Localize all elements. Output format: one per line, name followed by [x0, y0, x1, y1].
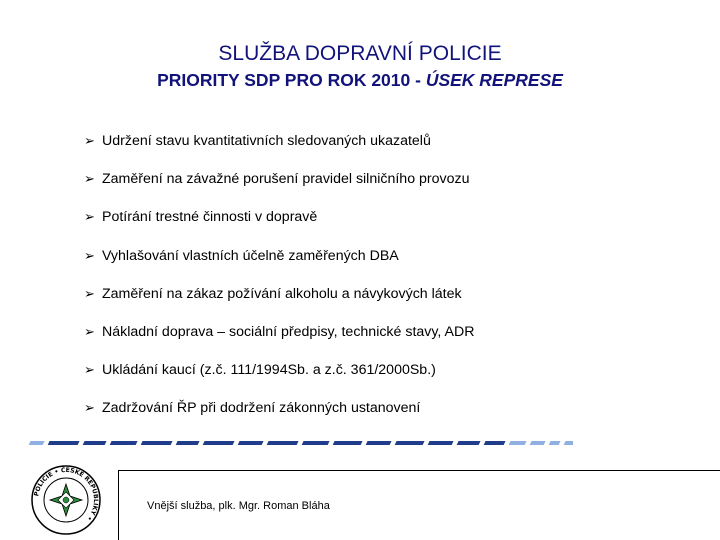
list-item-text: Zaměření na závažné porušení pravidel silničního provozu [102, 171, 470, 188]
list-item [84, 247, 474, 285]
list-item [84, 208, 474, 246]
list-item [84, 361, 474, 399]
list-item-text: Vyhlašování vlastních účelně zaměřených DBA [102, 247, 399, 264]
arrow-bullet-icon: ➢ [84, 133, 95, 148]
list-item [84, 170, 474, 208]
arrow-bullet-icon: ➢ [84, 362, 95, 378]
list-item-text: Zaměření na zákaz požívání alkoholu a návykových látek [102, 285, 462, 302]
slide-subtitle [0, 70, 720, 91]
list-item [84, 285, 474, 323]
slide-title: SLUŽBA DOPRAVNÍ POLICIE [218, 42, 502, 65]
arrow-bullet-icon: ➢ [84, 247, 95, 263]
arrow-bullet-icon: ➢ [84, 209, 95, 225]
footer-author: Vnější služba, plk. Mgr. Roman Bláha [147, 500, 330, 512]
list-item [84, 132, 474, 170]
arrow-bullet-icon: ➢ [84, 400, 95, 416]
svg-text:POLICIE • ČESKÉ REPUBLIKY •: POLICIE • ČESKÉ REPUBLIKY • [33, 466, 100, 522]
priority-list [84, 132, 474, 438]
arrow-bullet-icon: ➢ [84, 323, 95, 339]
list-item [84, 399, 474, 437]
arrow-bullet-icon: ➢ [84, 171, 95, 187]
police-badge-icon [30, 464, 102, 536]
list-item [84, 323, 474, 361]
list-item-text: Potírání trestné činnosti v dopravě [102, 209, 318, 226]
list-item-text: Udržení stavu kvantitativních sledovaných ukazatelů [102, 133, 431, 149]
subtitle-italic: ÚSEK REPRESE [425, 70, 563, 90]
subtitle-main: PRIORITY SDP PRO ROK 2010 - [157, 70, 426, 90]
list-item-text: Nákladní doprava – sociální předpisy, technické stavy, ADR [102, 323, 475, 340]
list-item-text: Ukládání kaucí (z.č. 111/1994Sb. a z.č. 361/2000Sb.) [102, 362, 436, 379]
arrow-bullet-icon: ➢ [84, 285, 95, 301]
list-item-text: Zadržování ŘP při dodržení zákonných ustanovení [102, 400, 421, 417]
decorative-stripe [28, 440, 573, 446]
